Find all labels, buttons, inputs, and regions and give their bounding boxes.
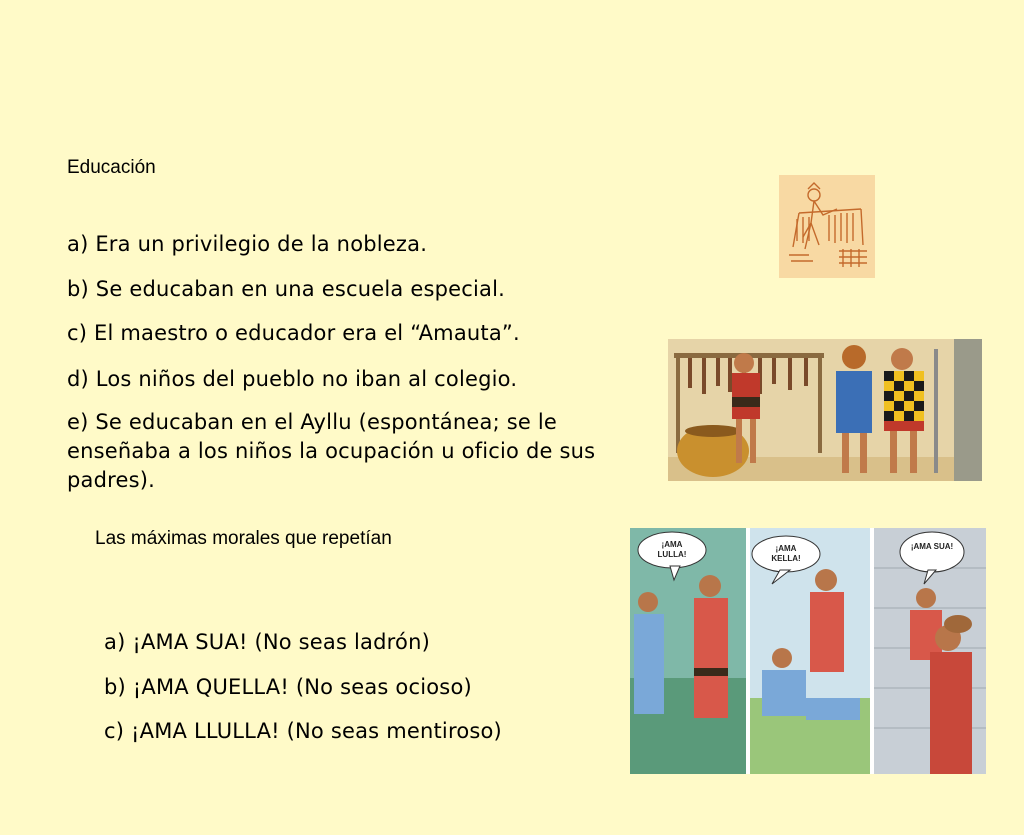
maxims-comic-strip — [630, 528, 986, 774]
education-item-b: b) Se educaban en una escuela especial. — [67, 277, 506, 301]
comic-bubble-3: ¡AMA SUA! — [910, 542, 954, 551]
section-title-maximas: Las máximas morales que repetían — [95, 528, 392, 549]
maxim-item-a: a) ¡AMA SUA! (No seas ladrón) — [104, 630, 430, 654]
maxim-item-c: c) ¡AMA LLULLA! (No seas mentiroso) — [104, 719, 502, 743]
education-item-e: e) Se educaban en el Ayllu (espontánea; se le enseñaba a los niños la ocupación u oficio de sus padres). — [67, 410, 596, 492]
education-item-c: c) El maestro o educador era el “Amauta”. — [67, 321, 520, 345]
amauta-sketch-image — [779, 175, 875, 278]
comic-bubble-1: ¡AMA LULLA! — [657, 540, 687, 559]
education-item-d: d) Los niños del pueblo no iban al colegio. — [67, 367, 518, 391]
education-item-a: a) Era un privilegio de la nobleza. — [67, 232, 428, 256]
inca-education-illustration — [668, 339, 982, 481]
maxim-item-b: b) ¡AMA QUELLA! (No seas ocioso) — [104, 675, 472, 699]
section-title-educacion: Educación — [67, 157, 156, 178]
comic-bubble-2: ¡AMA KELLA! — [771, 544, 801, 563]
